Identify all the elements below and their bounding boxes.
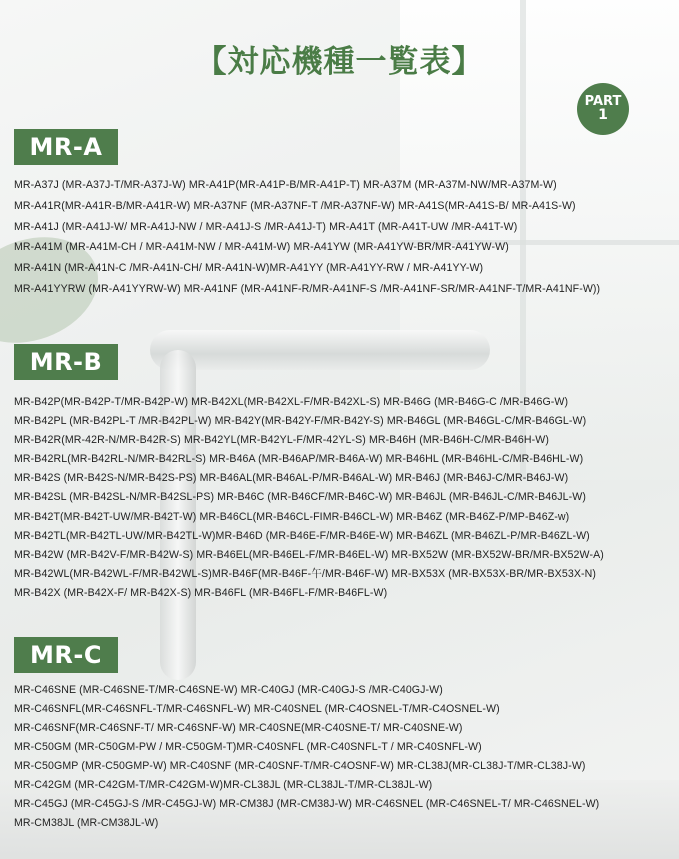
model-line: MR-B42R(MR-42R-N/MR-B42R-S) MR-B42YL(MR-B42YL-F/MR-42YL-S) MR-B46H (MR-B46H-C/MR-B46H-W) [14, 434, 550, 447]
model-list-mr-a [14, 175, 600, 300]
model-line: MR-B42W (MR-B42V-F/MR-B42W-S) MR-B46EL(MR-B46EL-F/MR-B46EL-W) MR-BX52W (MR-BX52W-BR/MR-BX52W-A) [14, 548, 604, 561]
model-line: MR-A37J (MR-A37J-T/MR-A37J-W) MR-A41P(MR-A41P-B/MR-A41P-T) MR-A37M (MR-A37M-NW/MR-A37M-W) [14, 179, 557, 191]
page-title: 【対応機種一覧表】 [195, 44, 484, 80]
model-line: MR-B42PL (MR-B42PL-T /MR-B42PL-W) MR-B42Y(MR-B42Y-F/MR-B42Y-S) MR-B46GL (MR-B46GL-C/MR-B46GL-W) [14, 415, 587, 428]
model-line: MR-C50GM (MR-C50GM-PW / MR-C50GM-T)MR-C40SNFL (MR-C40SNFL-T / MR-C40SNFL-W) [14, 741, 482, 753]
model-line: MR-A41N (MR-A41N-C /MR-A41N-CH/ MR-A41N-W)MR-A41YY (MR-A41YY-RW / MR-A41YY-W) [14, 262, 484, 275]
model-line: MR-C50GMP (MR-C50GMP-W) MR-C40SNF (MR-C40SNF-T/MR-C4OSNF-W) MR-CL38J(MR-CL38J-T/MR-CL38J-W) [14, 760, 586, 772]
model-line: MR-B42T(MR-B42T-UW/MR-B42T-W) MR-B46CL(MR-B46CL-FIMR-B46CL-W) MR-B46Z (MR-B46Z-P/MP-B46Z-w) [14, 510, 570, 523]
model-line: MR-A41R(MR-A41R-B/MR-A41R-W) MR-A37NF (MR-A37NF-T /MR-A37NF-W) MR-A41S(MR-A41S-B/ MR-A41S-W) [14, 199, 576, 212]
section-label-mr-c: MR-C [14, 637, 118, 673]
model-line: MR-CM38JL (MR-CM38JL-W) [14, 817, 159, 829]
part-badge [577, 83, 629, 135]
model-line: MR-A41J (MR-A41J-W/ MR-A41J-NW / MR-A41J-S /MR-A41J-T) MR-A41T (MR-A41T-UW /MR-A41T-W) [14, 220, 518, 233]
section-label-mr-b: MR-B [14, 344, 118, 380]
model-line: MR-B42P(MR-B42P-T/MR-B42P-W) MR-B42XL(MR-B42XL-F/MR-B42XL-S) MR-B46G (MR-B46G-C /MR-B46G-W) [14, 396, 569, 408]
model-line: MR-B42WL(MR-B42WL-F/MR-B42WL-S)MR-B46F(MR-B46F-午/MR-B46F-W) MR-BX53X (MR-BX53X-BR/MR-BX53X-N) [14, 567, 596, 580]
model-line: MR-B42S (MR-B42S-N/MR-B42S-PS) MR-B46AL(MR-B46AL-P/MR-B46AL-W) MR-B46J (MR-B46J-C/MR-B46J-W) [14, 472, 569, 485]
model-line: MR-B42X (MR-B42X-F/ MR-B42X-S) MR-B46FL (MR-B46FL-F/MR-B46FL-W) [14, 586, 388, 599]
background-faucet-spout [150, 330, 490, 370]
model-list-mr-c [14, 681, 599, 833]
model-line: MR-C46SNF(MR-C46SNF-T/ MR-C46SNF-W) MR-C40SNE(MR-C40SNE-T/ MR-C40SNE-W) [14, 722, 463, 734]
section-label-mr-a: MR-A [14, 129, 118, 165]
model-line: MR-C42GM (MR-C42GM-T/MR-C42GM-W)MR-CL38JL (MR-CL38JL-T/MR-CL38JL-W) [14, 779, 433, 791]
model-line: MR-C46SNE (MR-C46SNE-T/MR-C46SNE-W) MR-C40GJ (MR-C40GJ-S /MR-C40GJ-W) [14, 684, 443, 696]
model-line: MR-A41YYRW (MR-A41YYRW-W) MR-A41NF (MR-A41NF-R/MR-A41NF-S /MR-A41NF-SR/MR-A41NF-T/MR-A41NF-W)) [14, 282, 601, 295]
model-line: MR-B42TL(MR-B42TL-UW/MR-B42TL-W)MR-B46D (MR-B46E-F/MR-B46E-W) MR-B46ZL (MR-B46ZL-P/MR-B46ZL-W) [14, 529, 590, 542]
model-list-mr-b [14, 393, 604, 603]
model-line: MR-A41M (MR-A41M-CH / MR-A41M-NW / MR-A41M-W) MR-A41YW (MR-A41YW-BR/MR-A41YW-W) [14, 241, 509, 254]
model-line: MR-B42RL(MR-B42RL-N/MR-B42RL-S) MR-B46A (MR-B46AP/MR-B46A-W) MR-B46HL (MR-B46HL-C/MR-B46HL-W) [14, 453, 584, 466]
model-line: MR-C46SNFL(MR-C46SNFL-T/MR-C46SNFL-W) MR-C40SNEL (MR-C4OSNEL-T/MR-C4OSNEL-W) [14, 703, 500, 715]
part-badge-label: PART [584, 93, 622, 109]
model-line: MR-C45GJ (MR-C45GJ-S /MR-C45GJ-W) MR-CM38J (MR-CM38J-W) MR-C46SNEL (MR-C46SNEL-T/ MR-C46SNEL-W) [14, 798, 600, 810]
part-badge-number: 1 [598, 107, 608, 124]
model-line: MR-B42SL (MR-B42SL-N/MR-B42SL-PS) MR-B46C (MR-B46CF/MR-B46C-W) MR-B46JL (MR-B46JL-C/MR-B46JL-W) [14, 491, 587, 504]
